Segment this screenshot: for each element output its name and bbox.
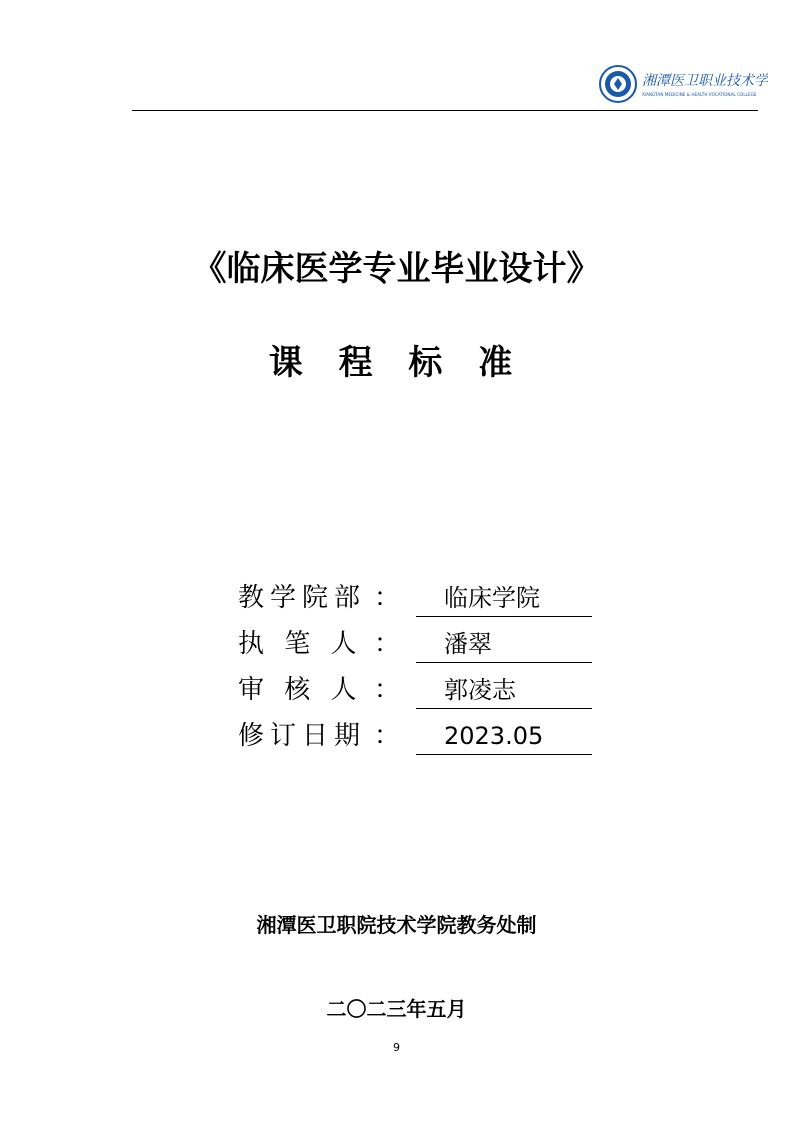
- info-colon: ：: [374, 675, 401, 705]
- info-colon: ：: [374, 629, 401, 659]
- info-value: 2023.05: [416, 718, 592, 755]
- info-label: 执 笔 人: [238, 629, 363, 659]
- document-title: 《临床医学专业毕业设计》: [192, 249, 601, 289]
- info-colon: ：: [374, 721, 401, 751]
- info-label: 审 核 人: [238, 675, 363, 705]
- college-emblem-icon: [598, 64, 768, 104]
- page-number: 9: [393, 1041, 400, 1054]
- info-colon: ：: [374, 583, 401, 613]
- issuing-office: 湘潭医卫职院技术学院教务处制: [256, 913, 537, 937]
- info-label: 教学院部: [238, 583, 367, 613]
- logo-english-name: XIANGTAN MEDICINE & HEALTH VOCATIONAL COLLEGE: [642, 92, 757, 97]
- info-value: 郭凌志: [416, 672, 592, 709]
- info-label: 修订日期: [238, 721, 367, 751]
- info-row-department: [238, 580, 598, 620]
- college-logo: [598, 64, 768, 104]
- document-subtitle: 课 程 标 准: [268, 343, 525, 383]
- info-value: 潘翠: [416, 626, 592, 663]
- info-value: 临床学院: [416, 580, 592, 617]
- header-rule: [132, 110, 758, 111]
- issue-date: 二〇二三年五月: [326, 997, 467, 1021]
- logo-chinese-name: 湘潭医卫职业技术学院: [642, 73, 768, 89]
- info-row-reviewer: [238, 672, 598, 712]
- info-row-revision-date: [238, 718, 598, 758]
- info-row-author: [238, 626, 598, 666]
